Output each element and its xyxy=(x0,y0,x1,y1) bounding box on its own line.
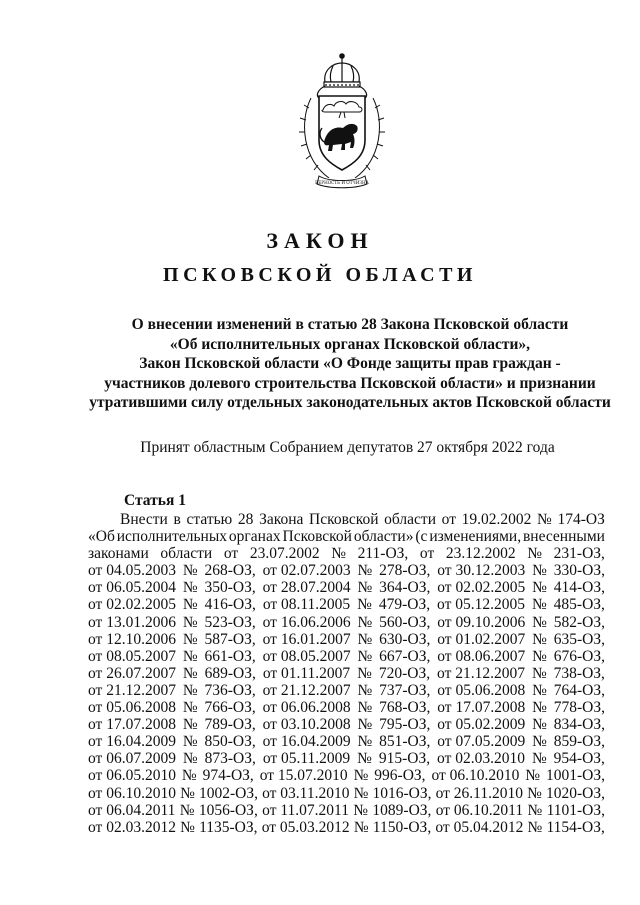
article-word: № xyxy=(331,545,346,563)
article-word: исполнительных xyxy=(116,528,228,546)
article-word: 736-ОЗ, xyxy=(204,681,256,699)
article-word: в xyxy=(173,511,181,528)
article-word: от 03.10.2008 xyxy=(262,716,351,734)
article-word: № xyxy=(527,784,542,802)
article-word: 850-ОЗ, xyxy=(204,733,256,751)
article-word: 667-ОЗ, xyxy=(379,647,431,665)
article-word: от 06.10.2011 xyxy=(435,801,524,819)
document-title: ЗАКОН xyxy=(266,228,374,253)
article-word: № xyxy=(357,733,373,751)
article-text-line xyxy=(88,802,605,819)
article-text-line xyxy=(88,579,605,596)
article-text-line xyxy=(88,614,605,631)
subtitle-line: «Об исполнительных органах Псковской области», xyxy=(169,335,531,353)
article-word: от 02.02.2005 xyxy=(88,596,176,614)
article-word: 635-ОЗ, xyxy=(553,630,605,648)
article-word: 23.07.2002 xyxy=(249,545,320,563)
article-word: 416-ОЗ, xyxy=(204,596,256,614)
article-text-line xyxy=(88,819,605,836)
article-word: 174-ОЗ xyxy=(557,511,605,528)
document-region: ПСКОВСКОЙ ОБЛАСТИ xyxy=(163,264,477,286)
article-word: от 16.04.2009 xyxy=(88,733,176,751)
article-word: 1001-ОЗ, xyxy=(546,767,605,785)
article-word: от 16.01.2007 xyxy=(262,630,351,648)
article-word: 954-ОЗ, xyxy=(553,750,605,768)
article-word: от 21.12.2007 xyxy=(262,681,351,699)
article-word: от 26.11.2010 xyxy=(435,784,523,802)
article-word: 915-ОЗ, xyxy=(378,750,431,768)
article-word: № xyxy=(357,596,372,614)
article-word: изменениями, xyxy=(429,528,522,546)
article-word: № xyxy=(531,664,547,682)
article-text-line xyxy=(88,682,605,699)
article-word: № xyxy=(357,562,373,580)
article-word: области xyxy=(160,545,213,563)
article-word: № xyxy=(353,767,369,785)
article-word: от 07.05.2009 xyxy=(437,733,526,751)
article-word: № xyxy=(181,767,197,785)
article-word: 996-ОЗ, xyxy=(374,767,426,785)
article-word: от 15.07.2010 xyxy=(259,767,348,785)
article-word: 974-ОЗ, xyxy=(202,767,254,785)
article-word: 766-ОЗ, xyxy=(204,699,256,717)
article-word: 737-ОЗ, xyxy=(379,681,431,699)
article-word: от 02.03.2012 xyxy=(88,818,176,836)
article-word: № xyxy=(357,613,373,631)
article-text-line xyxy=(88,596,605,613)
article-word: 661-ОЗ, xyxy=(204,647,256,665)
article-word: от 16.06.2006 xyxy=(262,613,351,631)
article-word: 364-ОЗ, xyxy=(379,579,431,597)
article-word: 834-ОЗ, xyxy=(553,716,605,734)
article-word: № xyxy=(527,818,543,836)
article-word: № xyxy=(357,664,372,682)
article-word: 23.12.2002 xyxy=(445,545,516,563)
article-word: от 04.05.2003 xyxy=(88,562,176,580)
subtitle-line: утратившими силу отдельных законодательных актов Псковской области xyxy=(89,394,611,411)
article-word: № xyxy=(182,716,198,734)
article-word: от 05.11.2009 xyxy=(262,750,351,768)
article-word: № xyxy=(527,801,543,819)
article-word: № xyxy=(182,562,198,580)
article-word: 689-ОЗ, xyxy=(204,664,256,682)
article-word: 1154-ОЗ, xyxy=(546,818,605,836)
article-word: № xyxy=(357,681,373,699)
article-word: № xyxy=(182,733,198,751)
article-text-line xyxy=(88,648,605,665)
article-word: от 26.07.2007 xyxy=(88,664,176,682)
article-word: 28 xyxy=(237,511,254,528)
adoption-statement: Принят областным Собранием депутатов 27 октября 2022 года xyxy=(140,439,555,456)
article-word: 1056-ОЗ, xyxy=(198,801,258,819)
article-word: № xyxy=(527,545,543,563)
article-word: от 08.05.2007 xyxy=(262,647,351,665)
article-text-line xyxy=(88,750,605,767)
article-word: № xyxy=(357,750,372,768)
article-text-line xyxy=(88,511,605,528)
article-word: № xyxy=(182,579,198,597)
article-word: № xyxy=(353,784,369,802)
article-word: от xyxy=(419,545,435,563)
article-word: № xyxy=(532,630,547,648)
article-word: от xyxy=(223,545,239,563)
article-word: 873-ОЗ, xyxy=(204,750,256,768)
article-word: 1016-ОЗ, xyxy=(372,784,432,802)
article-word: № xyxy=(525,767,541,785)
article-word: от xyxy=(441,511,456,528)
article-word: от 06.10.2010 xyxy=(431,767,520,785)
article-heading: Статья 1 xyxy=(124,492,186,509)
article-text-line xyxy=(88,631,605,648)
article-word: № xyxy=(357,579,373,597)
article-word: от 06.06.2008 xyxy=(262,699,351,717)
article-text-line xyxy=(88,716,605,733)
article-word: от 05.06.2008 xyxy=(437,681,526,699)
article-word: 789-ОЗ, xyxy=(204,716,256,734)
article-word: 630-ОЗ, xyxy=(379,630,431,648)
article-word: органах xyxy=(228,528,281,546)
article-word: Внести xyxy=(120,511,168,528)
article-word: № xyxy=(182,664,198,682)
article-word: № xyxy=(532,681,547,699)
article-word: 795-ОЗ, xyxy=(379,716,431,734)
article-word: 851-ОЗ, xyxy=(379,733,431,751)
article-word: № xyxy=(353,818,369,836)
article-word: 676-ОЗ, xyxy=(553,647,605,665)
article-word: 768-ОЗ, xyxy=(379,699,431,717)
article-word: от 11.07.2011 xyxy=(262,801,349,819)
article-word: от 02.07.2003 xyxy=(262,562,351,580)
article-text-line xyxy=(88,562,605,579)
subtitle-line: Закон Псковской области «О Фонде защиты прав граждан - xyxy=(139,355,561,372)
article-word: 587-ОЗ, xyxy=(204,630,256,648)
article-word: 1020-ОЗ, xyxy=(545,784,605,802)
article-word: от 06.07.2009 xyxy=(88,750,176,768)
article-word: № xyxy=(357,647,373,665)
article-body-text xyxy=(88,511,605,836)
article-word: от 05.03.2012 xyxy=(261,818,350,836)
article-text-line xyxy=(88,545,605,562)
article-word: от 01.02.2007 xyxy=(437,630,526,648)
article-word: 523-ОЗ, xyxy=(204,613,256,631)
article-word: № xyxy=(357,630,373,648)
article-word: 479-ОЗ, xyxy=(378,596,431,614)
article-word: от 21.12.2007 xyxy=(437,664,525,682)
article-word: 1150-ОЗ, xyxy=(372,818,432,836)
article-word: области xyxy=(384,511,436,528)
article-word: от 08.06.2007 xyxy=(437,647,526,665)
article-text-line xyxy=(88,785,605,802)
article-word: 330-ОЗ, xyxy=(553,562,605,580)
article-word: от 08.11.2005 xyxy=(262,596,351,614)
article-word: законами xyxy=(88,545,149,563)
article-word: № xyxy=(353,801,369,819)
article-word: № xyxy=(182,681,198,699)
article-word: от 28.07.2004 xyxy=(262,579,351,597)
article-word: от 21.12.2007 xyxy=(88,681,176,699)
article-word: 738-ОЗ, xyxy=(553,664,605,682)
subtitle-line: О внесении изменений в статью 28 Закона Псковской области xyxy=(131,316,569,333)
article-word: от 05.02.2009 xyxy=(437,716,526,734)
article-text-line xyxy=(88,665,605,682)
article-text-line xyxy=(88,528,605,545)
article-text-line xyxy=(88,733,605,750)
article-word: от 02.02.2005 xyxy=(437,579,526,597)
law-subtitle xyxy=(60,315,640,413)
article-word: от 06.05.2004 xyxy=(88,579,176,597)
pskov-coat-of-arms-emblem xyxy=(289,52,395,194)
article-word: № xyxy=(180,818,195,836)
article-word: от 03.11.2010 xyxy=(262,784,350,802)
article-word: № xyxy=(532,716,547,734)
subtitle-line: участников долевого строительства Псковской области» и признании xyxy=(104,374,596,392)
article-word: № xyxy=(182,596,198,614)
article-word: от 17.07.2008 xyxy=(88,716,176,734)
article-text-line xyxy=(88,699,605,716)
article-word: № xyxy=(532,613,547,631)
article-word: № xyxy=(531,596,547,614)
article-word: Псковской xyxy=(309,511,379,528)
article-word: области» xyxy=(353,528,414,546)
article-word: 560-ОЗ, xyxy=(379,613,431,631)
article-word: от 12.10.2006 xyxy=(88,630,176,648)
article-word: 231-ОЗ, xyxy=(553,545,605,563)
article-word: от 13.01.2006 xyxy=(88,613,176,631)
article-word: Псковской xyxy=(282,528,352,546)
article-word: № xyxy=(357,699,373,717)
article-word: от 05.12.2005 xyxy=(437,596,525,614)
article-word: от 05.06.2008 xyxy=(88,699,176,717)
article-word: от 06.04.2011 xyxy=(88,801,176,819)
article-word: № xyxy=(532,579,547,597)
article-word: 778-ОЗ, xyxy=(553,699,605,717)
article-word: Закона xyxy=(259,511,304,528)
article-word: № xyxy=(537,511,552,528)
article-word: от 17.07.2008 xyxy=(437,699,526,717)
article-word: № xyxy=(532,733,547,751)
article-word: 859-ОЗ, xyxy=(553,733,605,751)
article-word: 19.02.2002 xyxy=(461,511,532,528)
article-word: 720-ОЗ, xyxy=(378,664,431,682)
emblem-motto: ВЕРНОСТЬ И ОТЧИЗНА xyxy=(315,180,369,185)
article-word: 764-ОЗ, xyxy=(553,681,605,699)
article-word: от 05.04.2012 xyxy=(435,818,524,836)
article-word: «Об xyxy=(88,528,115,546)
article-word: № xyxy=(357,716,373,734)
article-word: (с xyxy=(415,528,428,546)
article-word: 485-ОЗ, xyxy=(553,596,605,614)
article-word: № xyxy=(180,784,195,802)
article-word: 268-ОЗ, xyxy=(204,562,256,580)
article-word: № xyxy=(182,613,198,631)
article-word: № xyxy=(532,647,547,665)
article-word: № xyxy=(182,647,198,665)
article-word: от 01.11.2007 xyxy=(262,664,351,682)
article-word: № xyxy=(182,630,198,648)
article-word: № xyxy=(182,750,198,768)
article-word: 582-ОЗ, xyxy=(553,613,605,631)
article-word: 1002-ОЗ, xyxy=(198,784,258,802)
article-word: № xyxy=(532,562,547,580)
article-word: 1089-ОЗ, xyxy=(372,801,432,819)
article-word: от 06.05.2010 xyxy=(88,767,176,785)
article-word: № xyxy=(182,699,198,717)
article-word: № xyxy=(179,801,195,819)
article-word: от 02.03.2010 xyxy=(437,750,525,768)
article-word: 414-ОЗ, xyxy=(553,579,605,597)
article-word: внесенными xyxy=(522,528,605,546)
article-word: от 09.10.2006 xyxy=(437,613,526,631)
article-word: от 08.05.2007 xyxy=(88,647,176,665)
article-word: от 16.04.2009 xyxy=(262,733,351,751)
article-word: 1135-ОЗ, xyxy=(199,818,258,836)
article-text-line xyxy=(88,767,605,784)
article-word: № xyxy=(532,699,547,717)
article-word: 1101-ОЗ, xyxy=(546,801,605,819)
article-word: от 30.12.2003 xyxy=(437,562,526,580)
article-word: № xyxy=(531,750,547,768)
article-word: 211-ОЗ, xyxy=(357,545,409,563)
article-word: 278-ОЗ, xyxy=(379,562,431,580)
article-word: 350-ОЗ, xyxy=(204,579,256,597)
article-word: статью xyxy=(186,511,233,528)
article-word: от 06.10.2010 xyxy=(88,784,176,802)
